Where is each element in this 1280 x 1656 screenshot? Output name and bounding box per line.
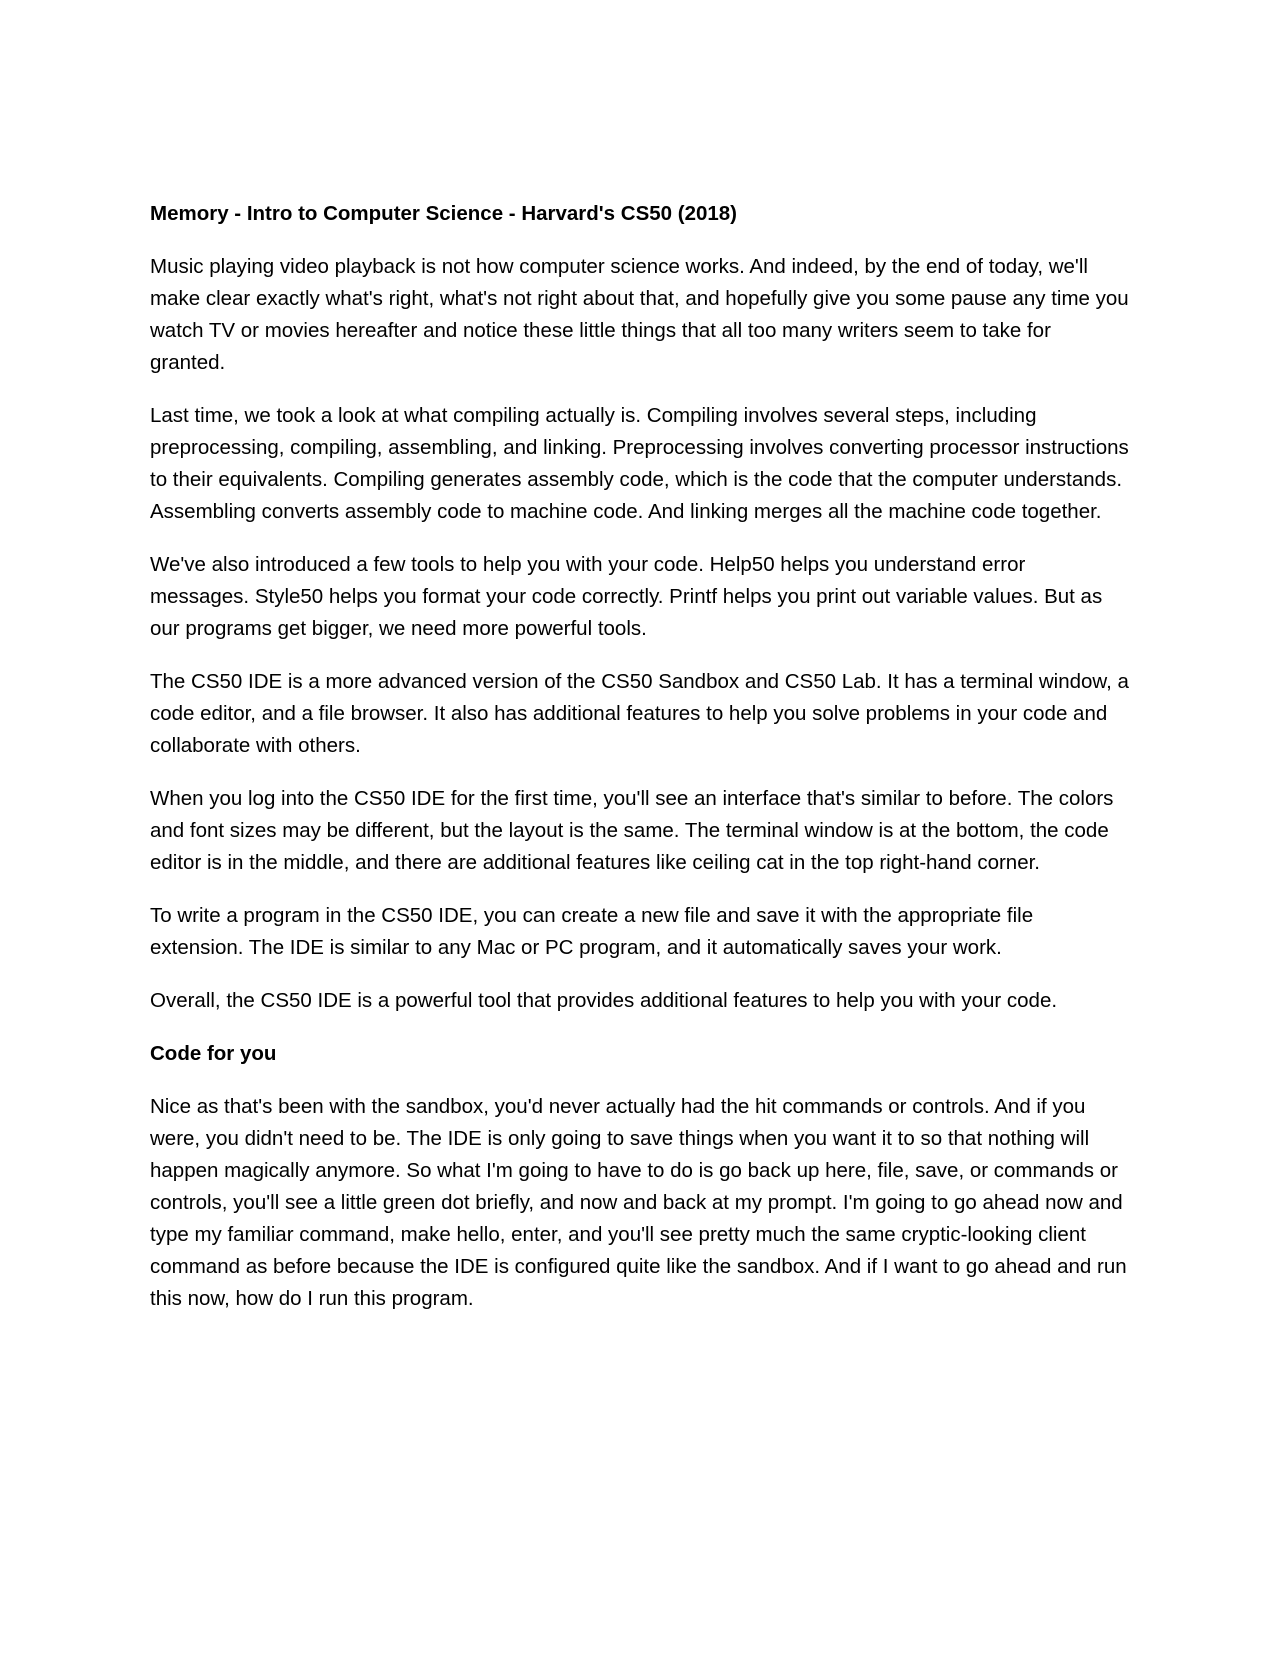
paragraph: Last time, we took a look at what compiling actually is. Compiling involves several steps, including preprocessing, compiling, assembling, and linking. Preprocessing involves converting processor instructions to their equivalents. Compiling generates assembly code, which is the code that the computer understands. Assembling converts assembly code to machine code. And linking merges all the machine code together. — [150, 404, 1129, 523]
paragraph: When you log into the CS50 IDE for the first time, you'll see an interface that's similar to before. The colors and font sizes may be different, but the layout is the same. The terminal window is at the bottom, the code editor is in the middle, and there are additional features like ceiling cat in the top right-hand corner. — [150, 787, 1114, 874]
section-heading: Code for you — [150, 1042, 277, 1065]
paragraph: To write a program in the CS50 IDE, you can create a new file and save it with the appropriate file extension. The IDE is similar to any Mac or PC program, and it automatically saves your work. — [150, 904, 1034, 959]
paragraph: We've also introduced a few tools to help you with your code. Help50 helps you understand error messages. Style50 helps you format your code correctly. Printf helps you print out variable values. But as our programs get bigger, we need more powerful tools. — [150, 553, 1103, 640]
document-title: Memory - Intro to Computer Science - Harvard's CS50 (2018) — [150, 202, 738, 225]
paragraph: The CS50 IDE is a more advanced version of the CS50 Sandbox and CS50 Lab. It has a terminal window, a code editor, and a file browser. It also has additional features to help you solve problems in your code and collaborate with others. — [150, 670, 1129, 757]
paragraph: Music playing video playback is not how computer science works. And indeed, by the end of today, we'll make clear exactly what's right, what's not right about that, and hopefully give you some pause any time you watch TV or movies hereafter and notice these little things that all too many writers seem to take for granted. — [150, 255, 1129, 374]
document-page — [150, 198, 1130, 1336]
paragraph: Nice as that's been with the sandbox, you'd never actually had the hit commands or controls. And if you were, you didn't need to be. The IDE is only going to save things when you want it to so that nothing will happen magically anymore. So what I'm going to have to do is go back up here, file, save, or commands or controls, you'll see a little green dot briefly, and now and back at my prompt. I'm going to go ahead now and type my familiar command, make hello, enter, and you'll see pretty much the same cryptic-looking client command as before because the IDE is configured quite like the sandbox. And if I want to go ahead and run this now, how do I run this program. — [150, 1095, 1127, 1310]
paragraph: Overall, the CS50 IDE is a powerful tool that provides additional features to help you with your code. — [150, 989, 1058, 1012]
